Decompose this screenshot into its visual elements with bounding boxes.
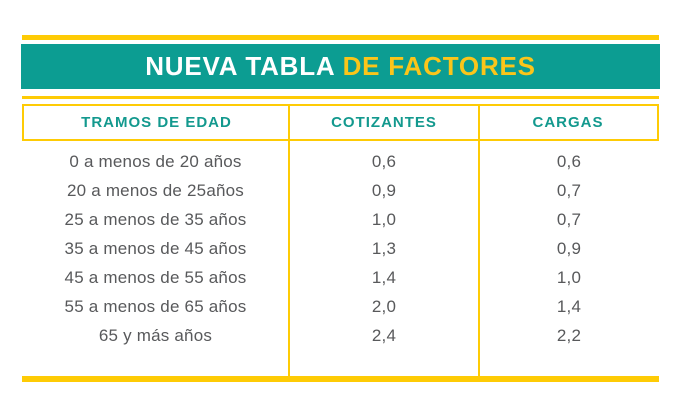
table-row (22, 321, 659, 350)
column-header-cotizantes: COTIZANTES (331, 114, 437, 131)
cell-cargas: 0,7 (556, 180, 582, 200)
bottom-accent-bar (22, 376, 659, 382)
cell-cotizantes: 0,6 (371, 151, 397, 171)
cell-cargas: 1,4 (556, 296, 582, 316)
table-row (22, 205, 659, 234)
top-accent-bar (22, 35, 659, 40)
cell-tramo: 0 a menos de 20 años (69, 151, 242, 171)
table-body (22, 147, 659, 350)
cell-cargas: 2,2 (556, 325, 582, 345)
cell-cotizantes: 1,3 (371, 238, 397, 258)
page-title-part2: DE FACTORES (342, 51, 536, 81)
column-header-cargas: CARGAS (532, 114, 604, 131)
cell-tramo: 35 a menos de 45 años (64, 238, 247, 258)
table-row (22, 292, 659, 321)
banner-underline (22, 96, 659, 99)
page-title-part1: NUEVA TABLA (145, 51, 343, 81)
cell-tramo: 20 a menos de 25años (67, 180, 244, 200)
cell-cargas: 0,6 (556, 151, 582, 171)
page-title (145, 51, 536, 82)
column-header-tramos: TRAMOS DE EDAD (81, 114, 232, 131)
cell-cotizantes: 0,9 (371, 180, 397, 200)
cell-cargas: 1,0 (556, 267, 582, 287)
cell-tramo: 55 a menos de 65 años (64, 296, 247, 316)
cell-cotizantes: 2,4 (371, 325, 397, 345)
cell-cotizantes: 1,0 (371, 209, 397, 229)
cell-cargas: 0,9 (556, 238, 582, 258)
cell-tramo: 45 a menos de 55 años (64, 267, 247, 287)
cell-cargas: 0,7 (556, 209, 582, 229)
cell-cotizantes: 2,0 (371, 296, 397, 316)
factors-table (22, 104, 659, 376)
title-banner (21, 44, 660, 89)
table-header-row (22, 104, 659, 141)
cell-tramo: 65 y más años (98, 325, 213, 345)
table-row (22, 263, 659, 292)
table-row (22, 176, 659, 205)
table-row (22, 147, 659, 176)
cell-cotizantes: 1,4 (371, 267, 397, 287)
cell-tramo: 25 a menos de 35 años (64, 209, 247, 229)
table-row (22, 234, 659, 263)
